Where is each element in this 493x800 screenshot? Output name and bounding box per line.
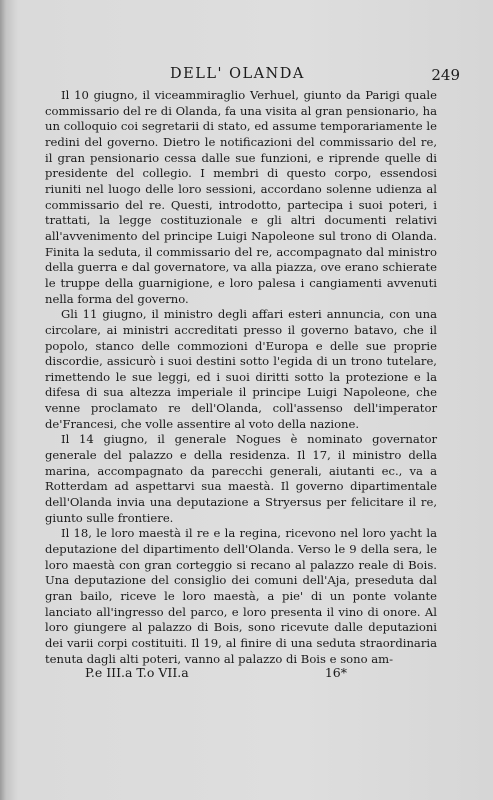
volume-signature: P.e III.a T.o VII.a bbox=[85, 665, 189, 680]
paragraph: Gli 11 giugno, il ministro degli affari esteri annuncia, con una circolare, ai ministri accreditati presso il governo batavo, che il popolo, stanco delle commozioni d'Europa e delle sue proprie discordie, assicurò i suoi destini sotto l'egida di un trono tutelare, rimettendo le sue leggi, ed i suoi diritti sotto la protezione e la difesa di sua altezza imperiale il principe Luigi Napoleone, che venne proclamato re dell'Olanda, coll'assenso dell'imperator de'Francesi, che volle assentire al voto della nazione. bbox=[45, 307, 437, 431]
sheet-signature: 16* bbox=[324, 665, 347, 680]
paragraph: Il 10 giugno, il viceammiraglio Verhuel, giunto da Parigi quale commissario del re di Olanda, fa una visita al gran pensionario, ha un colloquio coi segretarii di stato, ed assume temporariamente le redini del governo. Dietro le notificazioni del commissario del re, il gran pensionario cessa dalle sue funzioni, e riprende quelle di presidente del collegio. I membri di questo corpo, essendosi riuniti nel luogo delle loro sessioni, accordano solenne udienza al commissario del re. Questi, introdotto, partecipa i suoi poteri, i trattati, la legge costituzionale e gli altri documenti relativi all'avvenimento del principe Luigi Napoleone sul trono di Olanda. Finita la seduta, il commissario del re, accompagnato dal ministro della guerra e dal governatore, va alla piazza, ove erano schierate le truppe della guarnigione, e loro palesa i cangiamenti avvenuti nella forma del governo. bbox=[45, 88, 437, 306]
paragraph: Il 18, le loro maestà il re e la regina, ricevono nel loro yacht la deputazione del dipartimento dell'Olanda. Verso le 9 della sera, le loro maestà con gran corteggio si recano al palazzo reale di Bois. Una deputazione del consiglio dei comuni dell'Aja, preseduta dal gran bailo, riceve le loro maestà, a pie' di un ponte volante lanciato all'ingresso del parco, e loro presenta il vino di onore. Al loro giungere al palazzo di Bois, sono ricevute dalle deputazioni dei varii corpi costituiti. Il 19, al finire di una seduta straordinaria tenuta dagli alti poteri, vanno al palazzo di Bois e sono am- bbox=[45, 526, 437, 666]
page-number: 249 bbox=[431, 66, 460, 84]
paragraph: Il 14 giugno, il generale Nogues è nominato governator generale del palazzo e della residenza. Il 17, il ministro della marina, accompagnato da parecchi generali, aiutanti ec., va a Rotterdam ad aspettarvi sua maestà. Il governo dipartimentale dell'Olanda invia una deputazione a Stryersus per felicitare il re, giunto sulle frontiere. bbox=[45, 432, 437, 525]
page-header bbox=[40, 66, 460, 86]
body-text bbox=[45, 88, 437, 667]
page-footer bbox=[85, 665, 347, 683]
running-title: DELL' OLANDA bbox=[170, 66, 305, 82]
